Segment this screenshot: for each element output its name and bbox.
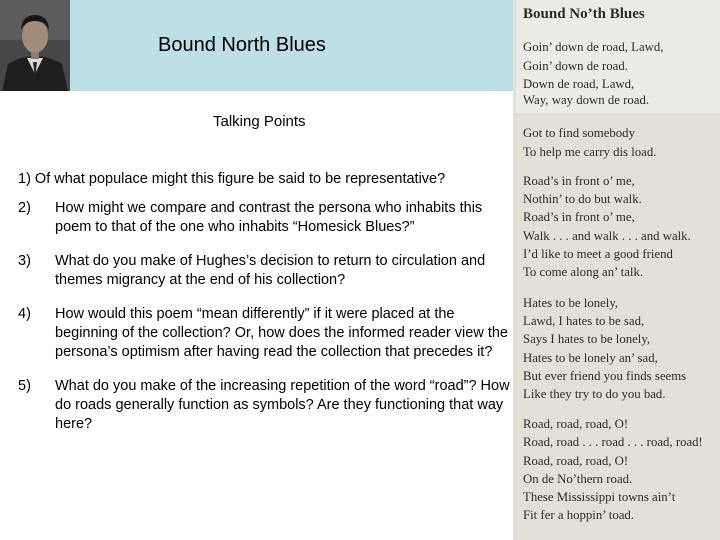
poem-line: Road’s in front o’ me, <box>523 174 635 188</box>
poem-line: Down de road, Lawd, <box>523 77 635 91</box>
poem-line: Road’s in front o’ me, <box>523 210 635 224</box>
poem-line: Goin’ down de road, Lawd, <box>523 40 664 54</box>
question-number: 2) <box>18 200 31 216</box>
question-text: How would this poem “mean differently” if it were placed at the beginning of the collection? Or, how does the informed reader view the persona’s optimism after having read the collection that precedes it? <box>55 306 508 360</box>
portrait-photo <box>0 0 70 91</box>
question-number: 3) <box>18 253 31 269</box>
question-1: 1) Of what populace might this figure be said to be representative? <box>18 171 446 187</box>
poem-line: Road, road . . . road . . . road, road! <box>523 435 703 449</box>
question-3 <box>18 252 513 290</box>
poem-line: Nothin’ to do but walk. <box>523 192 642 206</box>
poem-title: Bound No’th Blues <box>523 6 645 22</box>
poem-scan <box>513 0 720 540</box>
question-number: 4) <box>18 306 31 322</box>
poem-line: To come along an’ talk. <box>523 265 644 279</box>
question-5 <box>18 377 513 434</box>
poem-line: On de No’thern road. <box>523 472 633 486</box>
question-number: 5) <box>18 378 31 394</box>
poem-line: But ever friend you finds seems <box>523 369 687 383</box>
poem-line: Got to find somebody <box>523 126 635 140</box>
question-text: What do you make of the increasing repetition of the word “road”? How do roads generally function as symbols? Are they functioning that way here? <box>55 378 510 432</box>
poem-line: Lawd, I hates to be sad, <box>523 314 645 328</box>
poem-line: These Mississippi towns ain’t <box>523 490 676 504</box>
question-list <box>18 199 513 449</box>
slide-title: Bound North Blues <box>158 34 326 56</box>
poem-line: Hates to be lonely, <box>523 296 619 310</box>
poem-line: Way, way down de road. <box>523 93 650 107</box>
poem-line: Hates to be lonely an’ sad, <box>523 351 658 365</box>
question-text: What do you make of Hughes’s decision to return to circulation and themes migrancy at the end of his collection? <box>55 253 486 288</box>
poem-line: Like they try to do you bad. <box>523 387 666 401</box>
poem-line: I’d like to meet a good friend <box>523 247 673 261</box>
poem-line: Goin’ down de road. <box>523 59 628 73</box>
poem-line: To help me carry dis load. <box>523 145 657 159</box>
question-text: How might we compare and contrast the persona who inhabits this poem to that of the one who inhabits “Homesick Blues?” <box>55 200 483 235</box>
author-portrait <box>0 0 70 91</box>
question-2 <box>18 199 513 237</box>
poem-line: Road, road, road, O! <box>523 454 629 468</box>
question-4 <box>18 305 513 362</box>
poem-line: Walk . . . and walk . . . and walk. <box>523 229 691 243</box>
poem-line: Road, road, road, O! <box>523 417 629 431</box>
poem-line: Fit fer a hoppin’ toad. <box>523 508 634 522</box>
slide-subtitle: Talking Points <box>213 113 306 130</box>
poem-line: Says I hates to be lonely, <box>523 332 651 346</box>
